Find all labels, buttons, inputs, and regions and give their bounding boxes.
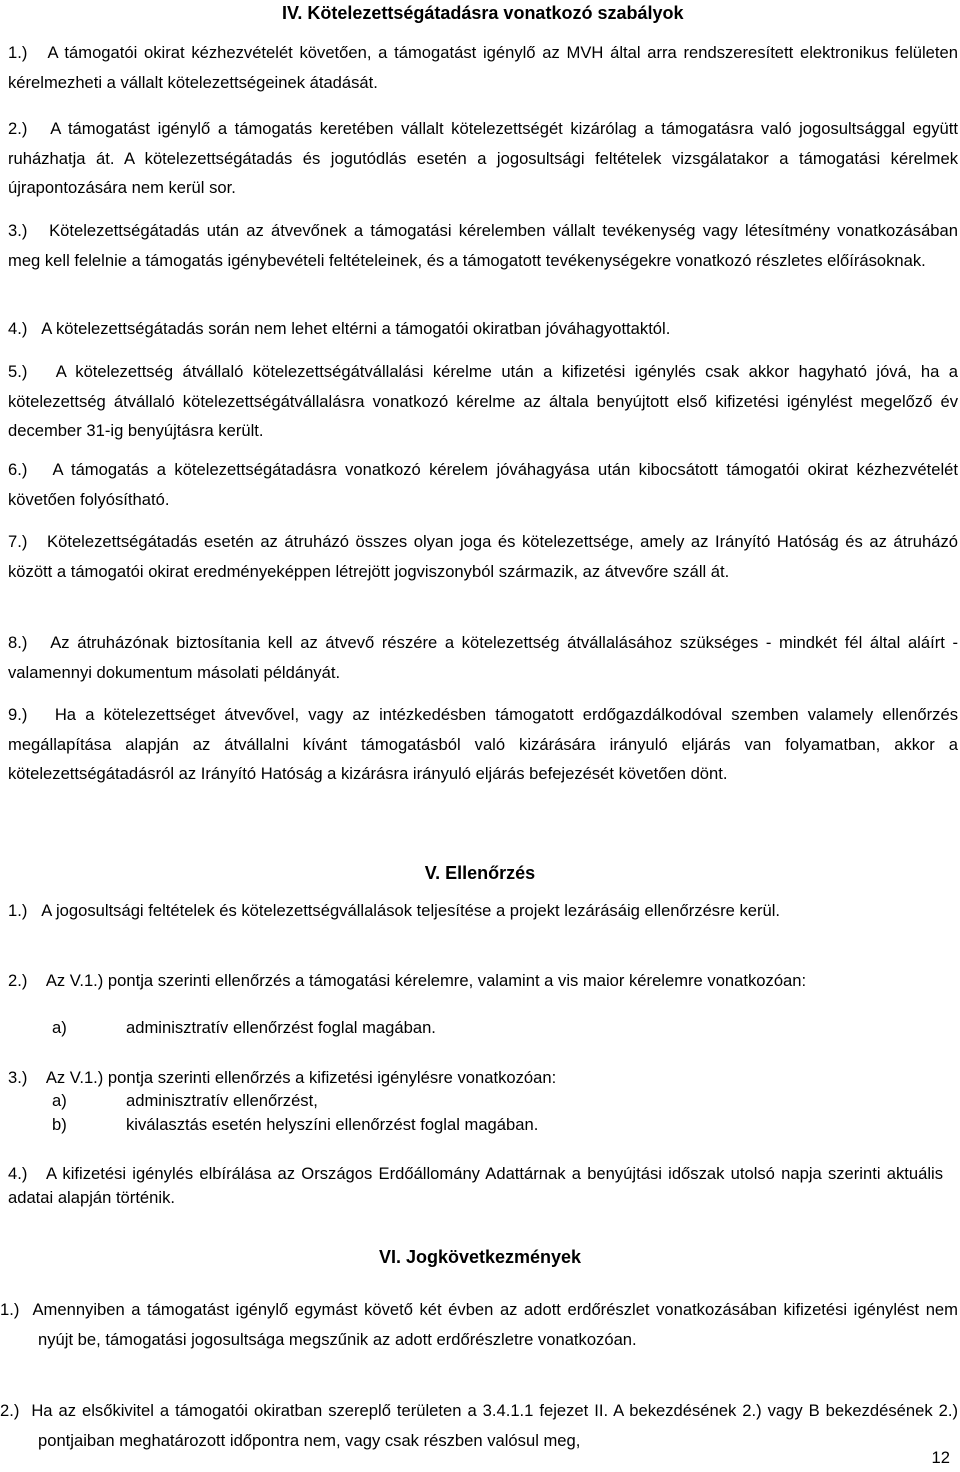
paragraph-number: 2.) xyxy=(0,1401,20,1420)
paragraph-iv-5 xyxy=(8,357,958,446)
paragraph-v-2 xyxy=(8,969,943,993)
list-text: adminisztratív ellenőrzést, xyxy=(126,1091,318,1110)
paragraph-iv-9 xyxy=(8,700,958,789)
paragraph-text: Amennyiben a támogatást igénylő egymást követő két évben az adott erdőrészlet vonatkozásában kifizetési igénylést nem nyújt be, támogatási jogosultsága megszűnik az adott erdőrészletre vonatkozóan. xyxy=(32,1300,958,1349)
paragraph-text: A támogatást igénylő a támogatás keretében vállalt kötelezettségét kizárólag a támogatásra való jogosultsággal együtt ruházhatja át. A kötelezettségátadás és jogutódlás esetén a jogosultsági feltételek vizsgálatakor a támogatási kérelmek újrapontozására nem kerül sor. xyxy=(8,119,958,197)
paragraph-text: A támogatói okirat kézhezvételét követően, a támogatást igénylő az MVH által arra rendszeresített elektronikus felületen kérelmezheti a vállalt kötelezettségeinek átadását. xyxy=(8,43,958,92)
list-label: a) xyxy=(52,1091,67,1110)
paragraph-text: Ha a kötelezettséget átvevővel, vagy az intézkedésben támogatott erdőgazdálkodóval szemben valamely ellenőrzés megállapítása alapján az átvállalni kívánt támogatásból való kizárására irányuló eljárás van folyamatban, akkor a kötelezettségátadásról az Irányító Hatóság a kizárásra irányuló eljárás befejezését követően dönt. xyxy=(8,705,958,783)
paragraph-iv-6 xyxy=(8,455,958,514)
paragraph-iv-4 xyxy=(8,314,958,344)
paragraph-number: 3.) xyxy=(8,1068,28,1087)
paragraph-iv-2 xyxy=(8,114,958,203)
paragraph-text: Az V.1.) pontja szerinti ellenőrzés a kifizetési igénylésre vonatkozóan: xyxy=(45,1068,557,1087)
paragraph-vi-2 xyxy=(0,1396,958,1455)
list-text: kiválasztás esetén helyszíni ellenőrzést foglal magában. xyxy=(126,1115,539,1134)
paragraph-number: 2.) xyxy=(8,119,28,138)
paragraph-number: 4.) xyxy=(8,319,28,338)
paragraph-vi-1 xyxy=(0,1295,958,1354)
paragraph-text: A kötelezettségátadás során nem lehet eltérni a támogatói okiratban jóváhagyottaktól. xyxy=(41,319,671,338)
paragraph-v-1 xyxy=(8,899,960,923)
paragraph-text: A kötelezettség átvállaló kötelezettségátvállalási kérelme után a kifizetési igénylés csak akkor hagyható jóvá, ha a kötelezettség átvállaló kötelezettségátvállalásra vonatkozó kérelme az általa benyújtott első kifizetési igénylést megelőző év december 31-ig benyújtásra került. xyxy=(8,362,958,440)
page-number: 12 xyxy=(931,1448,950,1467)
paragraph-iv-1 xyxy=(8,38,958,97)
paragraph-text: Kötelezettségátadás után az átvevőnek a támogatási kérelemben vállalt tevékenység vagy létesítmény vonatkozásában meg kell felelnie a támogatás igénybevételi feltételeinek, és a támogatott tevékenységekre vonatkozó részletes előírásoknak. xyxy=(8,221,958,270)
paragraph-number: 1.) xyxy=(0,1300,20,1319)
paragraph-text: Ha az elsőkivitel a támogatói okiratban szereplő területen a 3.4.1.1 fejezet II. A bekezdésének 2.) vagy B bekezdésének 2.) pontjaiban meghatározott időpontra nem, vagy csak részben valósul meg, xyxy=(31,1401,958,1450)
paragraph-number: 9.) xyxy=(8,705,28,724)
paragraph-number: 4.) xyxy=(8,1164,28,1183)
paragraph-text: Kötelezettségátadás esetén az átruházó összes olyan joga és kötelezettsége, amely az Irányító Hatóság és az átruházó között a támogatói okirat eredményeképpen létrejött jogviszonyból származik, az átvevőre száll át. xyxy=(8,532,958,581)
paragraph-iv-3 xyxy=(8,216,958,275)
list-label: a) xyxy=(52,1018,67,1037)
paragraph-text: A támogatás a kötelezettségátadásra vonatkozó kérelem jóváhagyása után kibocsátott támogatói okirat kézhezvételét követően folyósítható. xyxy=(8,460,958,509)
section-v-title: V. Ellenőrzés xyxy=(424,863,536,883)
section-vi-title: VI. Jogkövetkezmények xyxy=(378,1247,582,1267)
paragraph-iv-8 xyxy=(8,628,958,687)
list-item-v-3-a xyxy=(52,1089,318,1113)
paragraph-number: 3.) xyxy=(8,221,28,240)
paragraph-v-4 xyxy=(8,1162,943,1210)
list-item-v-3-b xyxy=(52,1113,538,1137)
list-item-v-2-a xyxy=(52,1016,436,1040)
paragraph-number: 7.) xyxy=(8,532,28,551)
paragraph-text: A jogosultsági feltételek és kötelezettségvállalások teljesítése a projekt lezárásáig ellenőrzésre kerül. xyxy=(41,901,781,920)
list-label: b) xyxy=(52,1115,67,1134)
section-iv-title: IV. Kötelezettségátadásra vonatkozó szabályok xyxy=(282,3,684,23)
paragraph-number: 2.) xyxy=(8,971,28,990)
paragraph-v-3 xyxy=(8,1066,943,1090)
paragraph-iv-7 xyxy=(8,527,958,586)
list-text: adminisztratív ellenőrzést foglal magában. xyxy=(126,1018,436,1037)
paragraph-text: A kifizetési igénylés elbírálása az Országos Erdőállomány Adattárnak a benyújtási időszak utolsó napja szerinti aktuális adatai alapján történik. xyxy=(8,1164,943,1207)
paragraph-number: 6.) xyxy=(8,460,28,479)
paragraph-number: 5.) xyxy=(8,362,28,381)
paragraph-number: 1.) xyxy=(8,43,28,62)
paragraph-text: Az átruházónak biztosítania kell az átvevő részére a kötelezettség átvállalásához szükséges - mindkét fél által aláírt - valamennyi dokumentum másolati példányát. xyxy=(8,633,958,682)
paragraph-text: Az V.1.) pontja szerinti ellenőrzés a támogatási kérelemre, valamint a vis maior kérelemre vonatkozóan: xyxy=(45,971,807,990)
paragraph-number: 8.) xyxy=(8,633,28,652)
paragraph-number: 1.) xyxy=(8,901,28,920)
